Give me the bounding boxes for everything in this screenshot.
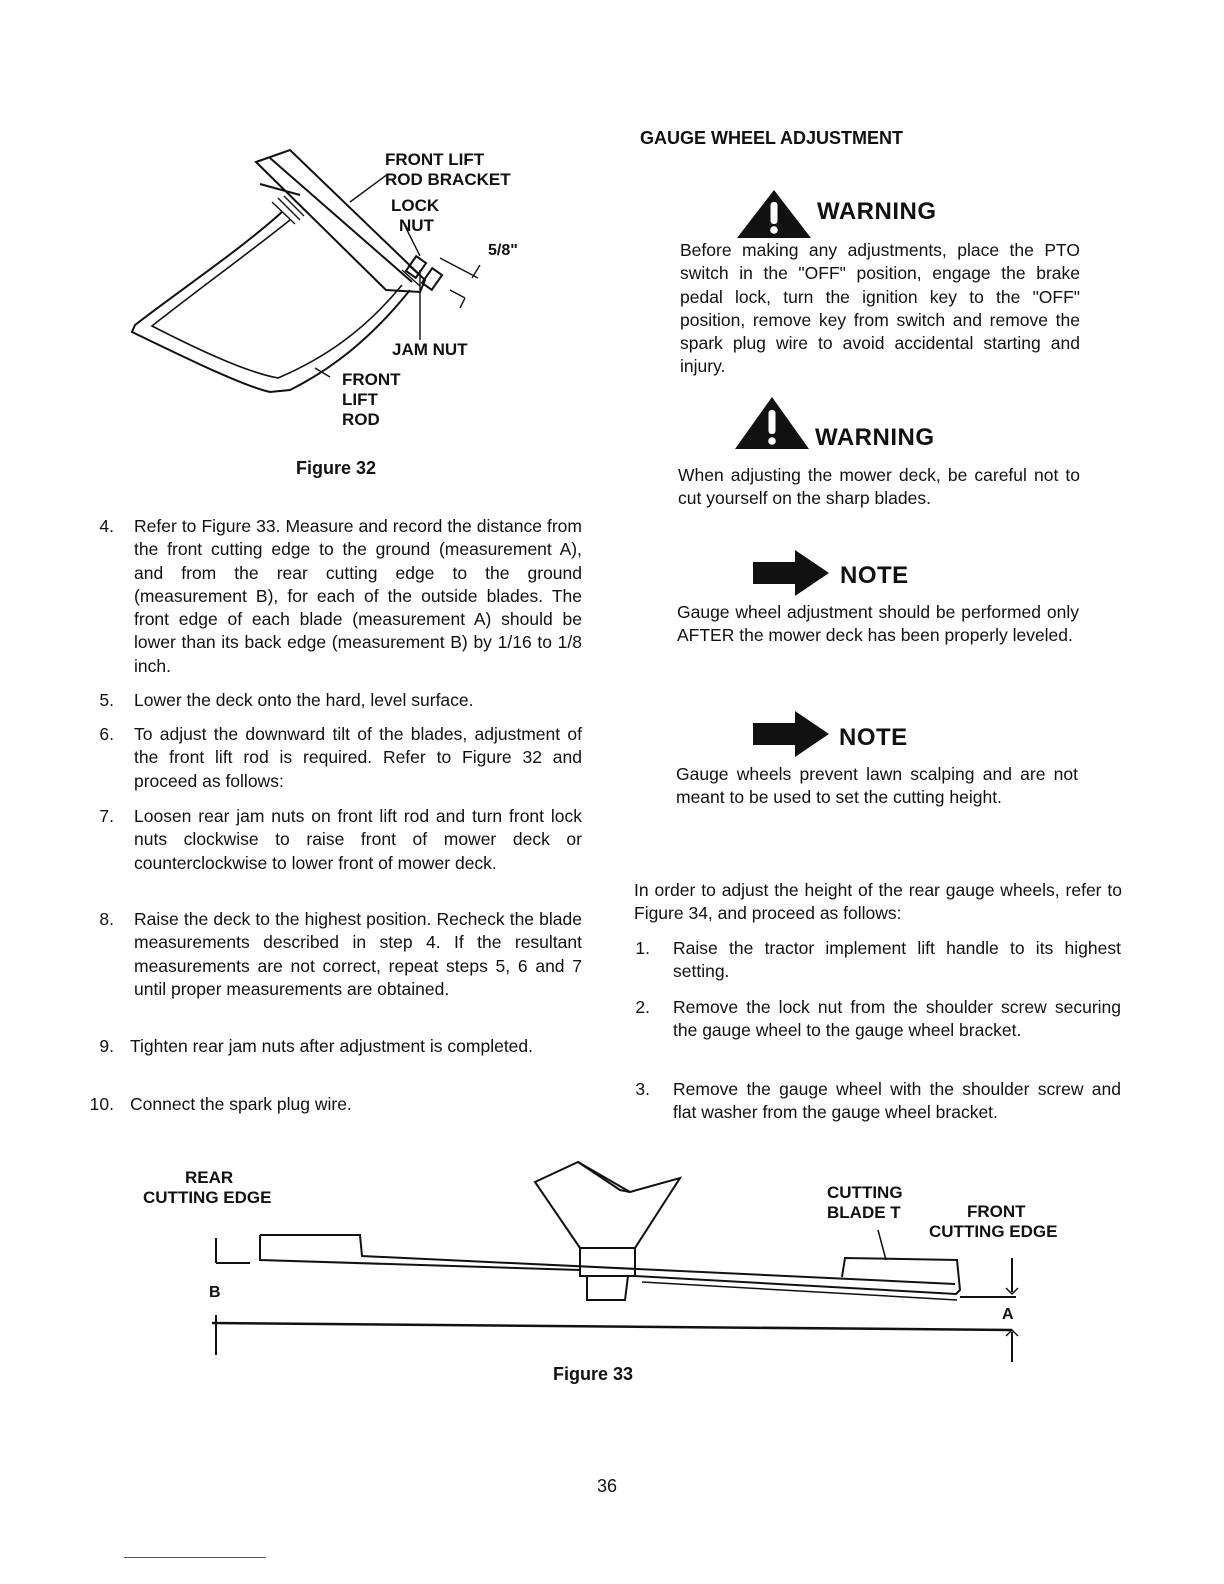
step-number: 6. <box>99 724 114 744</box>
figure-33-drawing <box>190 1160 1040 1365</box>
label-lock-nut <box>391 196 439 236</box>
section-heading: GAUGE WHEEL ADJUSTMENT <box>640 128 904 148</box>
step-text: Refer to Figure 33. Measure and record the distance from the front cutting edge to the ground (measurement A), and from the rear cutting edge to the ground (measurement B), for each of the outside blades. The front edge of each blade (measurement A) should be lower than its back edge (measurement B) by 1/16 to 1/8 inch. <box>134 516 582 676</box>
note-arrow-icon <box>753 550 831 596</box>
list-item <box>620 937 1125 985</box>
step-text: To adjust the downward tilt of the blades, adjustment of the front lift rod is required. Refer to Figure 32 and proceed as follows: <box>134 724 582 791</box>
list-item <box>84 1093 584 1117</box>
label-line: FRONT <box>342 370 401 389</box>
label-front-cutting-edge <box>929 1202 1057 1242</box>
warning-icon <box>733 395 811 451</box>
label-front-lift-rod <box>342 370 401 430</box>
step-text: Connect the spark plug wire. <box>130 1094 352 1114</box>
step-number: 4. <box>99 516 114 536</box>
label-line: LIFT <box>342 390 378 409</box>
note-title: NOTE <box>840 562 909 589</box>
step-text: Tighten rear jam nuts after adjustment is completed. <box>130 1036 534 1056</box>
warning-text: Before making any adjustments, place the PTO switch in the "OFF" position, engage the brake pedal lock, turn the ignition key to the "OFF" position, remove key from switch and remove the spark plug wire to avoid accidental starting and injury. <box>680 240 1080 377</box>
figure-33-caption: Figure 33 <box>553 1364 634 1384</box>
warning-text: When adjusting the mower deck, be careful not to cut yourself on the sharp blades. <box>678 465 1080 509</box>
label-line: REAR <box>185 1168 234 1187</box>
label-line: LOCK <box>391 196 440 215</box>
note-arrow-icon <box>753 711 831 757</box>
note-title: NOTE <box>839 724 908 751</box>
step-number: 2. <box>635 997 650 1017</box>
step-number: 3. <box>635 1079 650 1099</box>
warning-title: WARNING <box>817 198 937 225</box>
label-cutting-blade <box>827 1183 903 1223</box>
label-front-lift-rod-bracket <box>385 150 511 190</box>
list-item <box>620 996 1125 1068</box>
label-line: CUTTING <box>827 1183 903 1202</box>
step-number: 1. <box>635 938 650 958</box>
step-text: Raise the tractor implement lift handle to its highest setting. <box>673 938 1121 982</box>
warning-title: WARNING <box>815 424 935 451</box>
label-measurement-b: B <box>209 1284 221 1301</box>
step-text: Loosen rear jam nuts on front lift rod and turn front lock nuts clockwise to raise front of mower deck or counterclockwise to lower front of mower deck. <box>134 806 582 873</box>
list-item <box>84 1035 584 1083</box>
step-text: Remove the lock nut from the shoulder screw securing the gauge wheel to the gauge wheel bracket. <box>673 997 1121 1041</box>
list-item <box>84 515 584 675</box>
figure-32-caption: Figure 32 <box>296 458 377 478</box>
label-rear-cutting-edge <box>143 1168 271 1208</box>
step-text: Remove the gauge wheel with the shoulder screw and flat washer from the gauge wheel bracket. <box>673 1079 1121 1123</box>
note-text: Gauge wheel adjustment should be performed only AFTER the mower deck has been properly leveled. <box>677 602 1079 646</box>
step-number: 9. <box>99 1036 114 1056</box>
label-jam-nut: JAM NUT <box>392 340 468 359</box>
list-item <box>620 1078 1125 1126</box>
page-number: 36 <box>597 1476 618 1496</box>
label-line: FRONT LIFT <box>385 150 485 169</box>
warning-icon <box>735 188 813 240</box>
list-item <box>84 723 584 795</box>
label-line: FRONT <box>967 1202 1026 1221</box>
note-text: Gauge wheels prevent lawn scalping and are not meant to be used to set the cutting height. <box>676 764 1078 808</box>
label-line: ROD <box>342 410 380 429</box>
step-number: 8. <box>99 909 114 929</box>
step-text: Lower the deck onto the hard, level surface. <box>134 690 474 710</box>
step-number: 10. <box>89 1094 114 1114</box>
footnote-rule <box>124 1557 266 1558</box>
label-line: BLADE T <box>827 1203 901 1222</box>
label-line: NUT <box>399 216 434 235</box>
step-number: 5. <box>99 690 114 710</box>
intro-text: In order to adjust the height of the rear gauge wheels, refer to Figure 34, and proceed as follows: <box>634 880 1122 924</box>
list-item <box>84 689 584 713</box>
step-number: 7. <box>99 806 114 826</box>
list-item <box>84 805 584 901</box>
label-line: ROD BRACKET <box>385 170 511 189</box>
label-line: CUTTING EDGE <box>143 1188 272 1207</box>
list-item <box>84 908 584 1028</box>
label-measurement-a: A <box>1002 1306 1014 1323</box>
label-dimension: 5/8" <box>488 242 518 259</box>
step-text: Raise the deck to the highest position. Recheck the blade measurements described in step 4. If the resultant measurements are not correct, repeat steps 5, 6 and 7 until proper measurements are obtained. <box>134 909 582 999</box>
label-line: CUTTING EDGE <box>929 1222 1058 1241</box>
